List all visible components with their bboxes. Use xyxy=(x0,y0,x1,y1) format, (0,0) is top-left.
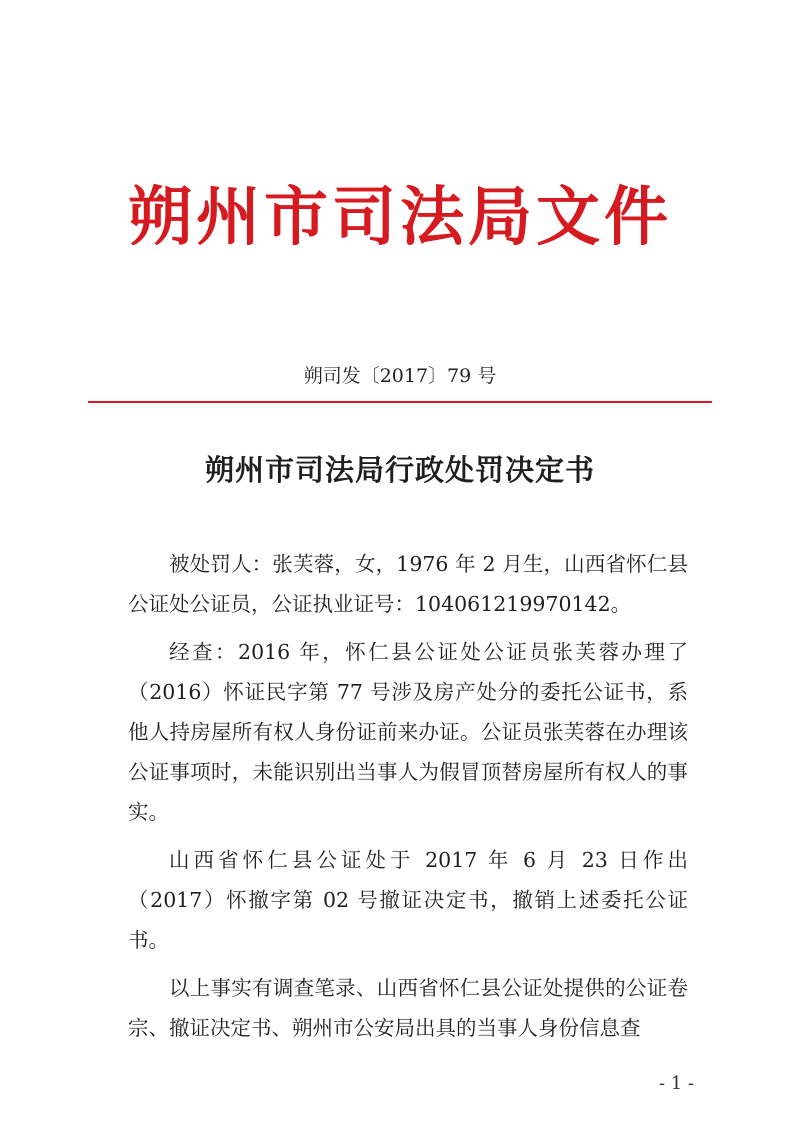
page-number: - 1 - xyxy=(658,1073,694,1094)
document-body xyxy=(128,544,688,1056)
paragraph-evidence: 以上事实有调查笔录、山西省怀仁县公证处提供的公证卷宗、撤证决定书、朔州市公安局出具的当事人身份信息查 xyxy=(128,976,688,1040)
issuer-header-title: 朔州市司法局文件 xyxy=(128,180,672,255)
red-divider-line xyxy=(88,401,712,403)
paragraph-investigation: 经查：2016 年，怀仁县公证处公证员张芙蓉办理了（2016）怀证民字第 77 号涉及房产处分的委托公证书，系他人持房屋所有权人身份证前来办证。公证员张芙蓉在办理该公证事项时，未能识别出当事人为假冒顶替房屋所有权人的事实。 xyxy=(128,640,688,824)
decision-title: 朔州市司法局行政处罚决定书 xyxy=(204,453,595,487)
document-number: 朔司发〔2017〕79 号 xyxy=(303,365,497,387)
paragraph-penalized-party: 被处罚人：张芙蓉，女，1976 年 2 月生，山西省怀仁县公证处公证员，公证执业证号：104061219970142。 xyxy=(128,552,688,616)
paragraph-revocation: 山西省怀仁县公证处于 2017 年 6 月 23 日作出（2017）怀撤字第 02 号撤证决定书，撤销上述委托公证书。 xyxy=(128,848,688,952)
